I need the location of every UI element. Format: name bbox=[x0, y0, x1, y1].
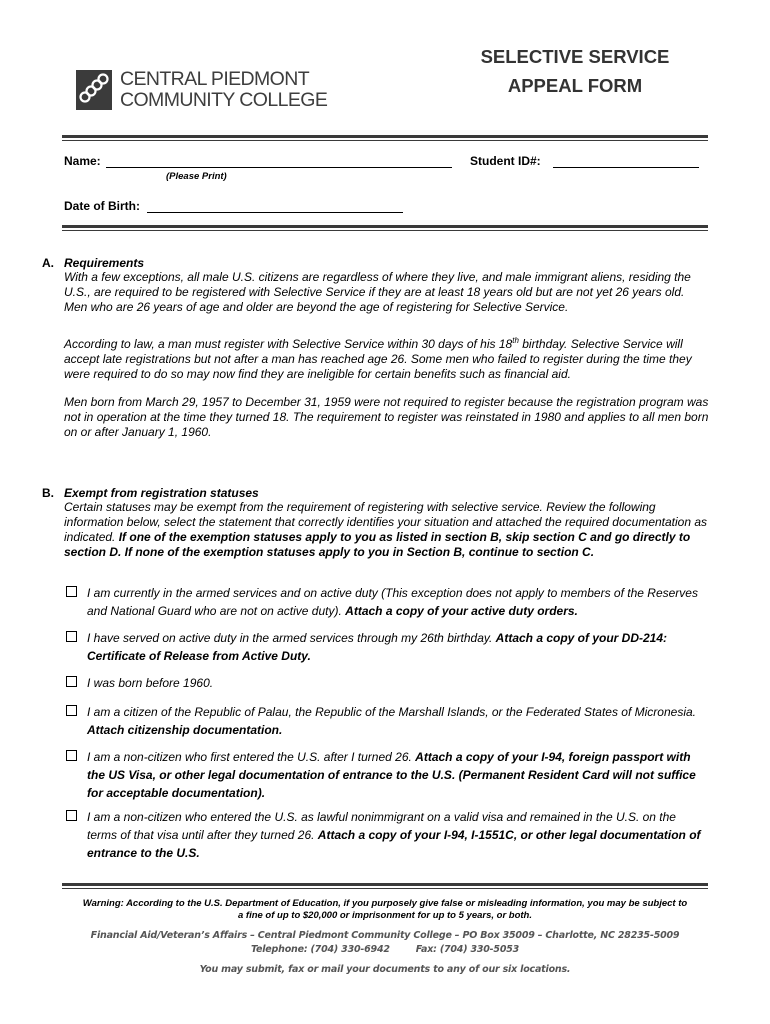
section-a-letter: A. bbox=[42, 256, 54, 270]
option-4-bold: Attach citizenship documentation. bbox=[87, 723, 283, 737]
option-5-checkbox[interactable] bbox=[66, 750, 77, 761]
cpcc-logo-mark bbox=[76, 70, 112, 110]
option-1-bold: Attach a copy of your active duty orders. bbox=[345, 604, 578, 618]
option-6-bold: Attach a copy of your I-94, I-1551C, or other legal documentation of entrance to the U.S. bbox=[87, 828, 701, 860]
student-id-field[interactable] bbox=[553, 155, 699, 168]
footer-divider-thin bbox=[62, 888, 708, 889]
section-b-intro-bold: If one of the exemption statuses apply to you as listed in section B, skip section C and go directly to section D. If none of the exemption statuses apply to you in Section B, continue to section C. bbox=[64, 530, 691, 559]
please-print-hint: (Please Print) bbox=[166, 171, 227, 182]
option-4-label: I am a citizen of the Republic of Palau, the Republic of the Marshall Islands, or the Federated States of Micronesia. bbox=[87, 705, 696, 719]
warning-line-1: Warning: According to the U.S. Department of Education, if you purposely give false or misleading information, you may be subject to bbox=[82, 898, 688, 909]
option-6-label: I am a non-citizen who entered the U.S. as lawful nonimmigrant on a valid visa and remained in the U.S. on the terms of that visa until after they turned 26. bbox=[87, 810, 676, 842]
option-1-checkbox[interactable] bbox=[66, 586, 77, 597]
fax: Fax: (704) 330-5053 bbox=[415, 944, 520, 955]
form-title-line-1: SELECTIVE SERVICE bbox=[480, 46, 670, 67]
dob-field[interactable] bbox=[147, 200, 403, 213]
section-a-heading: Requirements bbox=[64, 256, 145, 270]
section-a-p2-rest: birthday. Selective Service will accept late registrations but not after a man has reached age 26. Some men who failed to register during the time they were required to do so may now find they are ineligible for certain benefits such as financial aid. bbox=[64, 337, 692, 381]
option-5-label: I am a non-citizen who first entered the U.S. after I turned 26. bbox=[87, 750, 416, 764]
option-3-checkbox[interactable] bbox=[66, 676, 77, 687]
footer-divider bbox=[62, 883, 708, 886]
form-title bbox=[470, 42, 680, 100]
fields-divider bbox=[62, 225, 708, 228]
option-3-text bbox=[87, 674, 707, 692]
option-1-label: I am currently in the armed services and on active duty (This exception does not apply to members of the Reserves and National Guard who are not on active duty). bbox=[87, 586, 698, 618]
option-5-text bbox=[87, 748, 707, 802]
submit-note: You may submit, fax or mail your documents to any of our six locations. bbox=[199, 964, 571, 975]
option-2-bold: Attach a copy of your DD-214: Certificate of Release from Active Duty. bbox=[87, 631, 668, 663]
logo-text bbox=[120, 69, 327, 111]
section-a-p2-sup: th bbox=[512, 336, 519, 345]
section-b-intro-text: Certain statuses may be exempt from the requirement of registering with selective service. Review the following information below, select the statement that correctly identifies your situation and attached the required documentation as indicated. bbox=[64, 500, 708, 544]
college-logo bbox=[76, 70, 326, 114]
option-4-text bbox=[87, 703, 707, 739]
section-a-paragraph-1: With a few exceptions, all male U.S. citizens are regardless of where they live, and male immigrant aliens, residing the U.S., are required to be registered with Selective Service if they are at least 18 years old but are not yet 26 years old. Men who are 26 years of age and older are beyond the age of registering for Selective Service. bbox=[64, 270, 691, 314]
warning-notice bbox=[62, 898, 708, 922]
contact-info bbox=[62, 929, 708, 957]
option-2-text bbox=[87, 629, 707, 665]
section-a-paragraph-3: Men born from March 29, 1957 to December 31, 1959 were not required to register because the registration program was not in operation at the time they turned 18. The requirement to register was reinstated in 1980 and applies to all men born on or after January 1, 1960. bbox=[64, 395, 709, 439]
option-3-label: I was born before 1960. bbox=[87, 676, 214, 690]
name-field[interactable] bbox=[106, 155, 452, 168]
phone-fax-line bbox=[62, 943, 708, 957]
dob-label: Date of Birth: bbox=[64, 199, 140, 213]
name-label: Name: bbox=[64, 154, 101, 168]
option-6-checkbox[interactable] bbox=[66, 810, 77, 821]
logo-line-1: CENTRAL PIEDMONT bbox=[120, 68, 310, 90]
option-6-text bbox=[87, 808, 707, 862]
section-b-heading: Exempt from registration statuses bbox=[64, 486, 259, 500]
option-2-label: I have served on active duty in the armed services through my 26th birthday. bbox=[87, 631, 496, 645]
section-a-paragraph-2 bbox=[64, 333, 710, 382]
address-line: Financial Aid/Veteran’s Affairs – Central Piedmont Community College – PO Box 35009 – Charlotte, NC 28235-5009 bbox=[90, 930, 680, 941]
header-divider-thin bbox=[62, 140, 708, 141]
section-b-letter: B. bbox=[42, 486, 54, 500]
logo-line-2: COMMUNITY COLLEGE bbox=[120, 89, 328, 111]
option-2-checkbox[interactable] bbox=[66, 631, 77, 642]
option-5-bold: Attach a copy of your I-94, foreign passport with the US Visa, or other legal documentation of entrance to the U.S. (Permanent Resident Card will not suffice for acceptable documentation). bbox=[87, 750, 696, 800]
section-b-intro bbox=[64, 500, 710, 560]
option-1-text bbox=[87, 584, 707, 620]
fields-divider-thin bbox=[62, 230, 708, 231]
student-id-label: Student ID#: bbox=[470, 154, 541, 168]
section-a-p2-text: According to law, a man must register with Selective Service within 30 days of his 18 bbox=[64, 337, 513, 351]
form-title-line-2: APPEAL FORM bbox=[507, 75, 643, 96]
warning-line-2: a fine of up to $20,000 or imprisonment for up to 5 years, or both. bbox=[237, 910, 533, 921]
telephone: Telephone: (704) 330-6942 bbox=[250, 944, 390, 955]
header-divider bbox=[62, 135, 708, 138]
option-4-checkbox[interactable] bbox=[66, 705, 77, 716]
